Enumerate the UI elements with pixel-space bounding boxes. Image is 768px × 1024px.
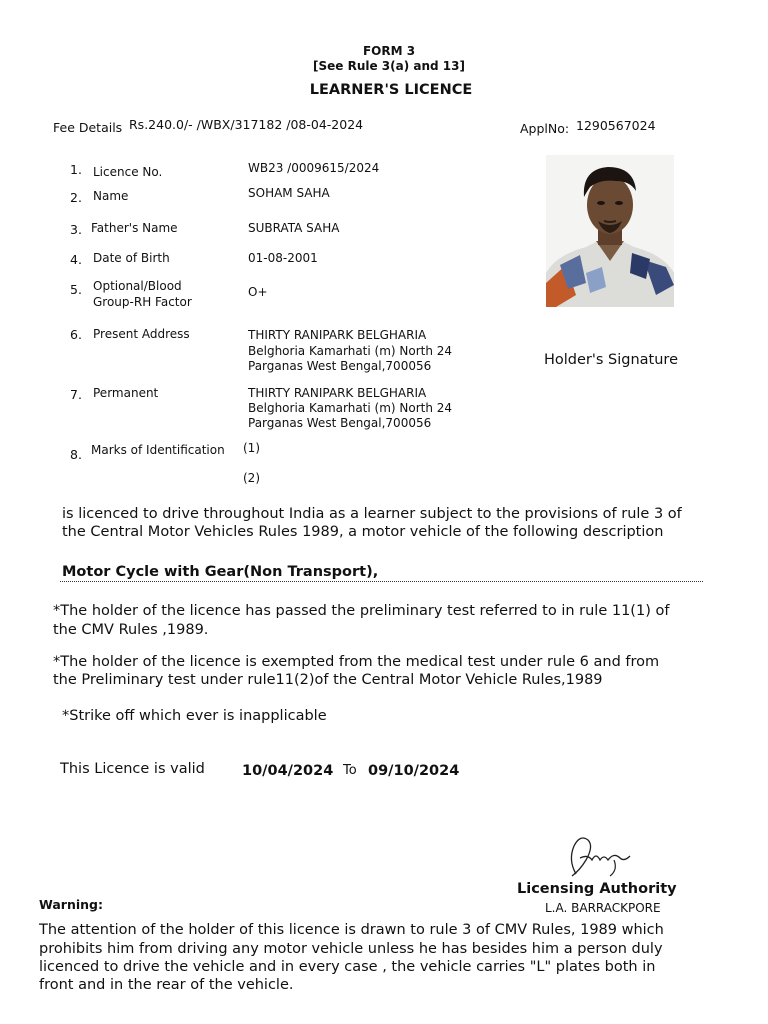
valid-to-date: 09/10/2024 [368,763,460,779]
identification-mark-2: (2) [243,471,260,485]
warning-label: Warning: [39,897,103,912]
name-label: Name [93,189,129,203]
permanent-address-line3: Parganas West Bengal,700056 [248,416,432,430]
name-value: SOHAM SAHA [248,186,330,200]
field-number: 8. [70,447,82,462]
dob-label: Date of Birth [93,251,170,265]
licensed-text-line1: is licenced to drive throughout India as a learner subject to the provisions of rule 3 of [62,506,682,522]
licence-no-label: Licence No. [93,165,163,179]
blood-group-label-line2: Group-RH Factor [93,295,192,309]
licensing-authority-office: L.A. BARRACKPORE [545,901,661,915]
permanent-address-line2: Belghoria Kamarhati (m) North 24 [248,401,453,415]
field-number: 6. [70,327,82,342]
field-number: 4. [70,252,82,267]
dob-value: 01-08-2001 [248,251,318,265]
field-number: 2. [70,190,82,205]
present-address-line2: Belghoria Kamarhati (m) North 24 [248,344,453,358]
page-title: LEARNER'S LICENCE [309,82,473,98]
identification-marks-label: Marks of Identification [91,443,225,457]
warning-text-line3: licenced to drive the vehicle and in every case , the vehicle carries "L" plates both in [39,959,656,975]
holder-photo [546,155,674,307]
licensed-text-line2: the Central Motor Vehicles Rules 1989, a motor vehicle of the following description [62,524,664,540]
blood-group-value: O+ [248,285,268,299]
warning-text-line2: prohibits him from driving any motor vehicle unless he has besides him a person duly [39,941,663,957]
valid-to-label: To [343,763,357,778]
fee-details-value: Rs.240.0/- /WBX/317182 /08-04-2024 [129,117,364,132]
appl-no-value: 1290567024 [576,118,656,133]
identification-mark-1: (1) [243,441,260,455]
appl-no-label: ApplNo: [520,121,570,136]
present-address-line1: THIRTY RANIPARK BELGHARIA [248,328,427,342]
warning-text-line4: front and in the rear of the vehicle. [39,977,294,993]
form-number: FORM 3 [362,44,416,58]
note-preliminary-line2: the CMV Rules ,1989. [53,622,209,638]
present-address-line3: Parganas West Bengal,700056 [248,359,432,373]
field-number: 3. [70,222,82,237]
present-address-label: Present Address [93,327,190,341]
validity-label: This Licence is valid [60,761,205,777]
father-name-label: Father's Name [91,221,178,235]
vehicle-class: Motor Cycle with Gear(Non Transport), [62,564,379,580]
valid-from-date: 10/04/2024 [242,763,334,779]
fee-details-label: Fee Details [53,120,123,135]
field-number: 1. [70,162,82,177]
note-exempted-line1: *The holder of the licence is exempted from the medical test under rule 6 and from [53,654,660,670]
warning-text-line1: The attention of the holder of this licence is drawn to rule 3 of CMV Rules, 1989 which [39,922,664,938]
vehicle-class-line [60,561,703,582]
strike-off-note: *Strike off which ever is inapplicable [62,708,327,724]
blood-group-label-line1: Optional/Blood [93,279,182,293]
form-rule: [See Rule 3(a) and 13] [313,59,465,73]
holder-signature-label: Holder's Signature [544,352,678,368]
authority-signature-icon [562,830,634,882]
note-preliminary-line1: *The holder of the licence has passed the preliminary test referred to in rule 11(1) of [53,603,670,619]
field-number: 7. [70,387,82,402]
father-name-value: SUBRATA SAHA [248,221,340,235]
field-number: 5. [70,282,82,297]
note-exempted-line2: the Preliminary test under rule11(2)of the Central Motor Vehicle Rules,1989 [53,672,603,688]
licence-no-value: WB23 /0009615/2024 [248,161,380,175]
permanent-address-label: Permanent [93,386,159,400]
permanent-address-line1: THIRTY RANIPARK BELGHARIA [248,386,427,400]
licensing-authority-title: Licensing Authority [517,881,677,897]
holder-photo-image [546,155,674,307]
